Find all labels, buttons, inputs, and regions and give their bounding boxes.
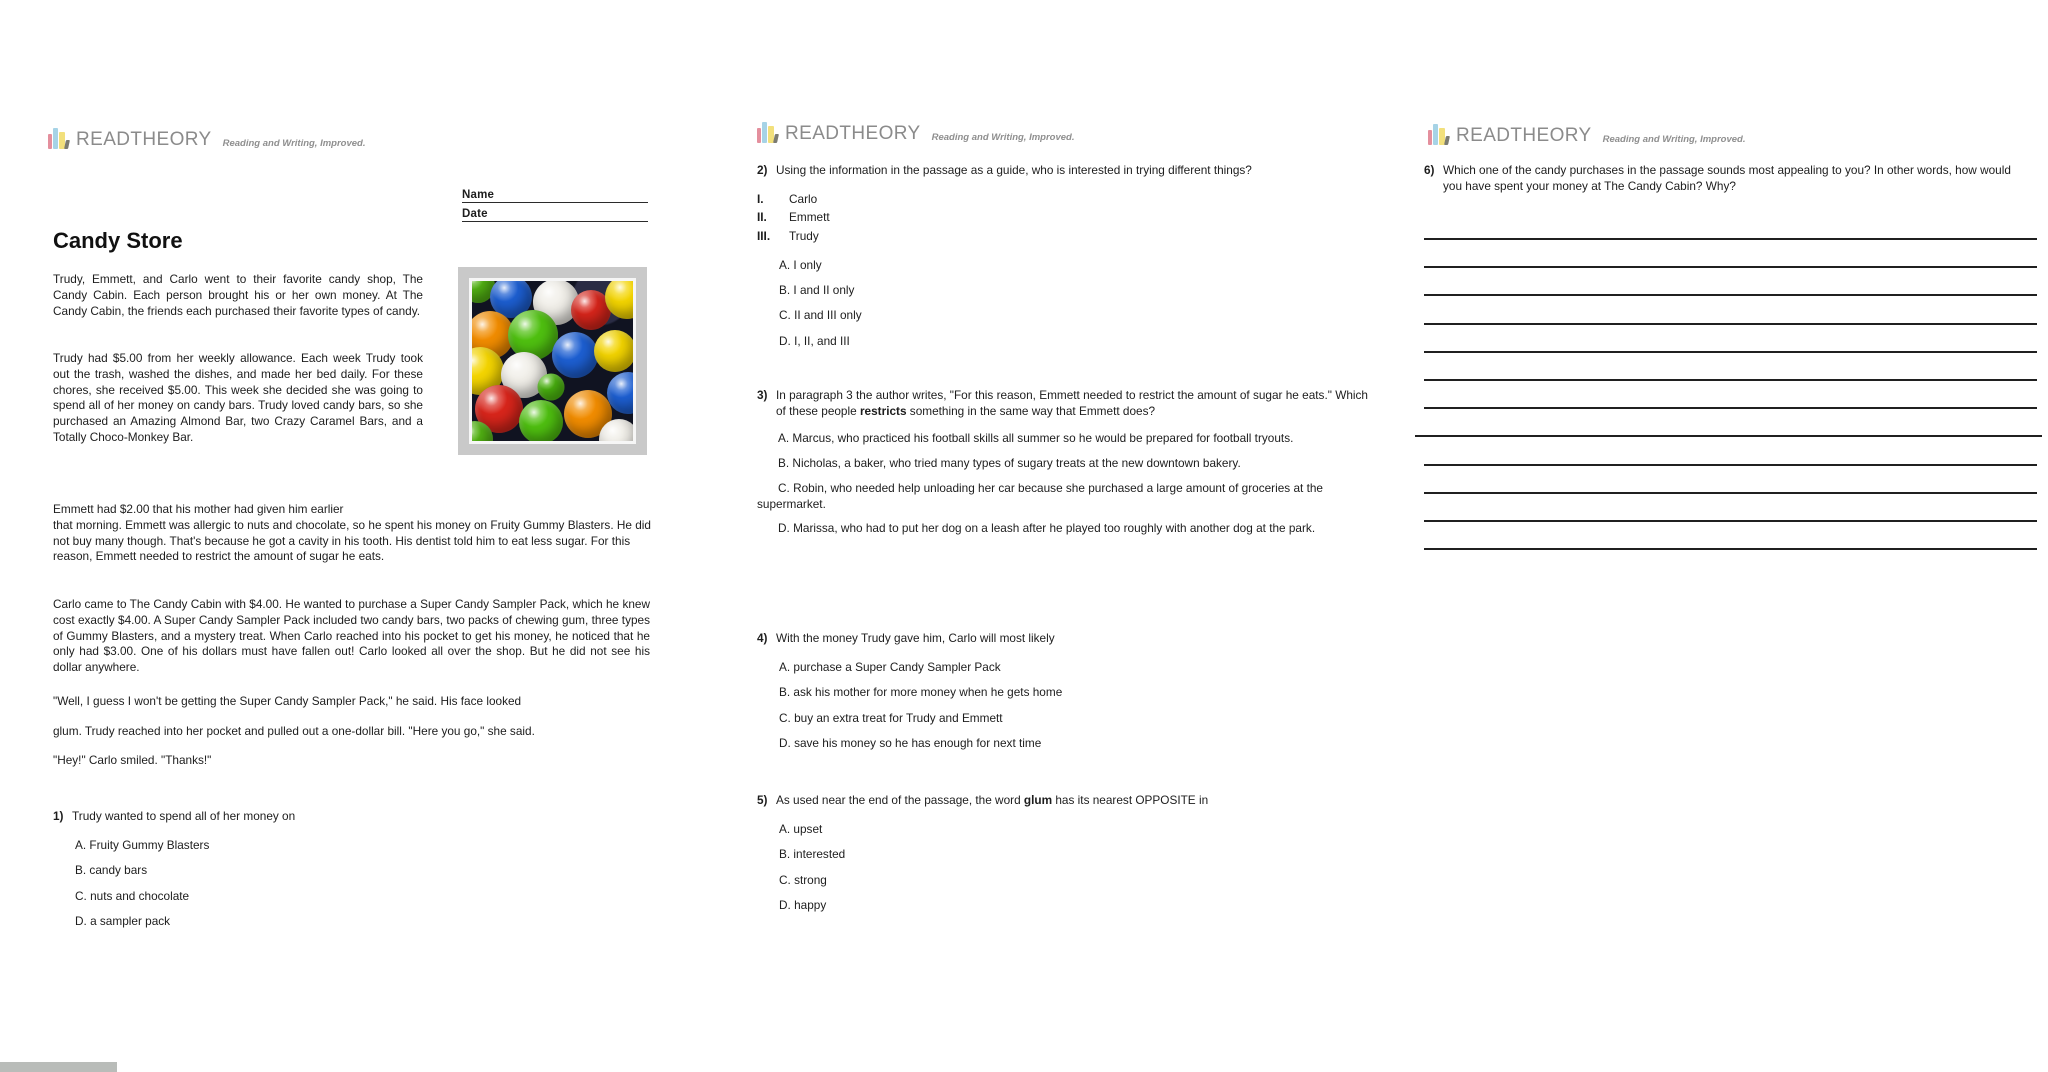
passage-paragraph-3 [53,502,654,565]
gumballs-photo-inner [472,281,633,441]
answer-line [1415,435,2042,437]
question-2-text [776,163,1377,179]
question-5 [757,793,1377,924]
roman-item-1 [757,192,1377,208]
answer-line [1424,294,2037,296]
option-a: A. I only [779,257,822,272]
question-4-header [757,631,1377,647]
question-4-number: 4) [757,631,768,645]
question-4 [757,631,1377,762]
option-c: C. strong [779,872,827,887]
gumball [552,332,598,378]
question-5-post: has its nearest OPPOSITE in [1052,793,1209,807]
question-3-post: something in the same way that Emmett does? [906,403,1156,418]
brand-tagline: Reading and Writing, Improved. [1602,133,1746,145]
passage-paragraph-1: Trudy, Emmett, and Carlo went to their favorite candy shop, The Candy Cabin. Each person brought his or her own money. At The Candy Cabin, the friends each purchased their favorite types of candy. [53,272,423,318]
question-6-text [1443,163,2028,195]
option-b: B. Nicholas, a baker, who tried many types of sugary treats at the new downtown bakery. [778,455,1241,470]
answer-line [1424,464,2037,466]
passage-paragraph-2: Trudy had $5.00 from her weekly allowance. Each week Trudy took out the trash, washed the dishes, and made her bed daily. For these chores, she received $5.00. This week she decided she was going to spend all of her money on candy bars. Trudy loved candy bars, so she purchased an Amazing Almond Bar, two Crazy Caramel Bars, and a Totally Choco-Monkey Bar. [53,351,423,444]
name-date-block [462,189,648,227]
option-c: C. II and III only [779,308,862,323]
readtheory-logo [757,122,1075,143]
question-6-number: 6) [1424,163,1435,177]
books-icon [757,122,778,143]
question-4-pre: With the money Trudy gave him, Carlo will most likely [776,631,1055,645]
gumball [594,330,633,372]
question-2-options [757,258,1377,350]
answer-lines [1424,238,2037,576]
roman-numeral-2: II. [757,210,767,225]
question-3-options [757,431,1381,538]
brand-name: READTHEORY [785,123,921,144]
option-b: B. interested [779,847,846,862]
question-1-pre: Trudy wanted to spend all of her money on [72,809,296,823]
option-c: C. buy an extra treat for Trudy and Emmett [779,710,1003,725]
answer-line [1424,323,2037,325]
answer-line [1424,238,2037,240]
dialogue-line-2: glum. Trudy reached into her pocket and pulled out a one-dollar bill. "Here you go," she said. [53,723,535,738]
answer-line [1424,351,2037,353]
paragraph-3-line-1: Emmett had $2.00 that his mother had given him earlier [53,502,344,516]
option-d: D. save his money so he has enough for next time [779,736,1042,751]
question-3-bold: restricts [859,403,907,418]
date-field [462,208,648,222]
answer-line [1424,379,2037,381]
answer-line [1424,266,2037,268]
question-2-pre: Using the information in the passage as a guide, who is interested in trying different things? [776,163,1252,177]
question-5-number: 5) [757,793,768,807]
question-2 [757,163,1377,359]
name-label: Name [462,189,495,201]
question-3 [757,388,1381,546]
answer-line [1424,407,2037,409]
date-label: Date [462,208,488,220]
question-6-pre: Which one of the candy purchases in the passage sounds most appealing to you? In other words, how would you have spent your money at The Candy Cabin? Why? [1443,163,2011,193]
question-5-pre: As used near the end of the passage, the word [776,793,1024,807]
option-a: A. Marcus, who practiced his football skills all summer so he would be prepared for football tryouts. [778,430,1294,445]
roman-text-3: Trudy [789,228,819,243]
question-6-header [1424,163,2028,195]
question-3-number: 3) [757,388,768,402]
question-2-roman-list [757,192,1377,245]
option-c: C. Robin, who needed help unloading her car because she purchased a large amount of groceries at the supermarket. [757,480,1323,511]
question-5-header [757,793,1377,809]
paragraph-3-rest: that morning. Emmett was allergic to nuts and chocolate, so he spent his money on Fruity Gummy Blasters. He did not buy many though. That's because he got a cavity in his tooth. His dentist told him to eat less sugar. For this reason, Emmett needed to restrict the amount of sugar he eats. [53,517,651,564]
dialogue-line-1: "Well, I guess I won't be getting the Super Candy Sampler Pack," he said. His face looked [53,694,522,708]
roman-text-2: Emmett [789,210,830,225]
passage-title: Candy Store [53,228,183,253]
question-5-options [757,822,1377,914]
option-d: D. I, II, and III [779,333,850,348]
question-1 [53,809,613,940]
option-d: D. happy [779,898,827,913]
answer-line [1424,548,2037,550]
answer-line [1424,492,2037,494]
question-2-number: 2) [757,163,768,177]
question-1-header [53,809,613,825]
books-icon [1428,124,1449,145]
passage-dialogue [53,694,657,783]
option-d: D. Marissa, who had to put her dog on a leash after he played too roughly with another dog at the park. [778,521,1316,536]
books-icon [48,128,69,149]
question-3-header [757,388,1381,420]
brand-tagline: Reading and Writing, Improved. [222,137,366,149]
roman-item-2 [757,210,1377,226]
dialogue-line-3: "Hey!" Carlo smiled. "Thanks!" [53,753,212,767]
gumballs-photo [458,267,647,455]
passage-paragraph-4: Carlo came to The Candy Cabin with $4.00. He wanted to purchase a Super Candy Sampler Pack, which he knew cost exactly $4.00. A Super Candy Sampler Pack included two candy bars, two packs of chewing gum, three types of Gummy Blasters, and a mystery treat. When Carlo reached into his pocket to get his money, he noticed that he only had $3.00. One of his dollars must have fallen out! Carlo looked all over the shop. But he did not see his dollar anywhere. [53,597,650,675]
roman-text-1: Carlo [789,191,818,206]
answer-line [1424,520,2037,522]
brand-tagline: Reading and Writing, Improved. [931,131,1075,143]
question-5-bold: glum [1023,793,1053,807]
gumball [537,373,564,400]
question-2-header [757,163,1377,179]
name-field [462,189,648,203]
brand-name: READTHEORY [76,129,212,150]
option-b: B. candy bars [75,863,148,878]
question-3-text [776,388,1381,420]
question-3-pre: In paragraph 3 the author writes, "For this reason, Emmett needed to restrict the amount of sugar he eats." Which of these people [776,388,1368,418]
question-1-number: 1) [53,809,64,823]
readtheory-logo [1428,124,1746,145]
option-a: A. purchase a Super Candy Sampler Pack [779,659,1001,674]
option-b: B. ask his mother for more money when he gets home [779,685,1063,700]
roman-numeral-1: I. [757,191,764,206]
question-1-options [53,838,613,930]
question-1-text [72,809,613,825]
option-a: A. upset [779,821,823,836]
question-5-text [776,793,1377,809]
brand-name: READTHEORY [1456,125,1592,146]
question-4-text [776,631,1377,647]
scan-corner-strip [0,1062,117,1072]
option-a: A. Fruity Gummy Blasters [75,837,210,852]
question-6 [1424,163,2028,195]
option-b: B. I and II only [779,283,855,298]
option-d: D. a sampler pack [75,914,171,929]
roman-item-3 [757,229,1377,245]
question-4-options [757,660,1377,752]
readtheory-logo [48,128,366,149]
gumball [519,400,563,441]
option-c: C. nuts and chocolate [75,888,190,903]
roman-numeral-3: III. [757,228,771,243]
